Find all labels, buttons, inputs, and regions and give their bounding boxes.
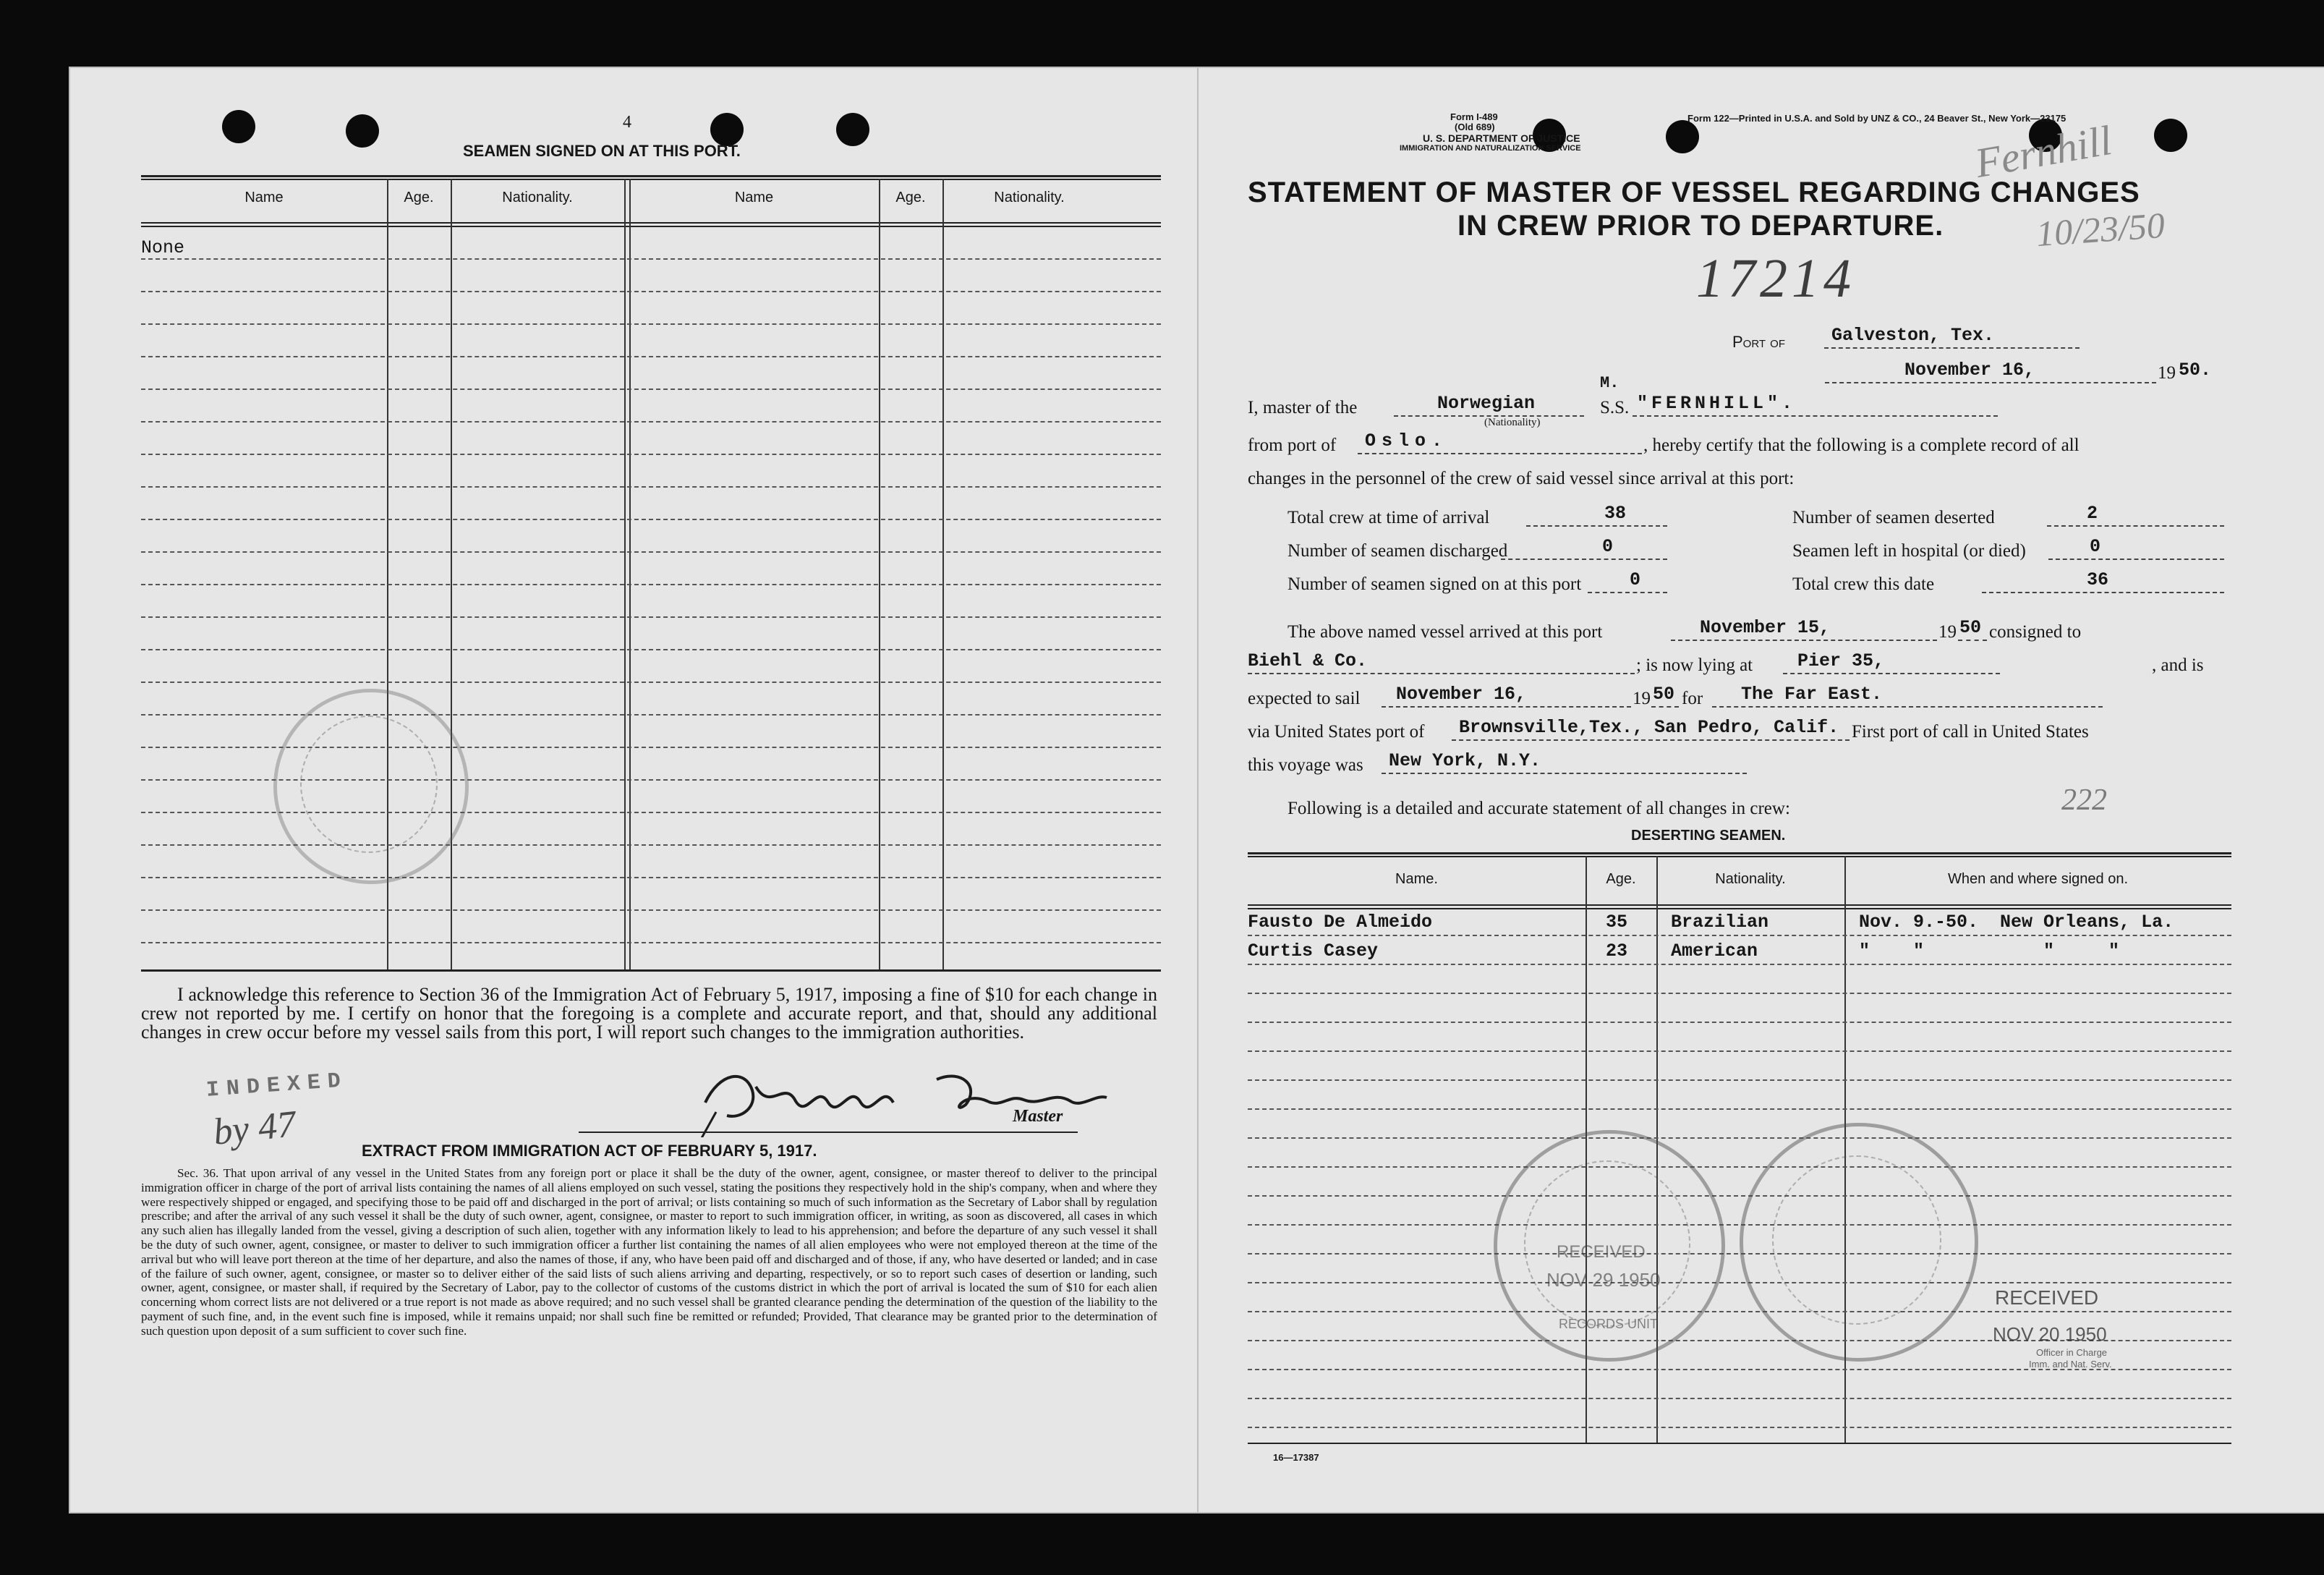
footer-code: 16—17387 <box>1273 1452 1319 1463</box>
table-row-rule <box>1248 1166 2231 1168</box>
table-row-rule <box>1248 1022 2231 1023</box>
left-ruled-row <box>141 551 1161 553</box>
first-entry: None <box>141 237 185 258</box>
stamp-3-date: NOV 20 1950 <box>1993 1323 2107 1345</box>
table-row-rule <box>1248 1079 2231 1081</box>
destination-field[interactable]: The Far East. <box>1712 683 2103 708</box>
expected-label: expected to sail <box>1248 689 1361 708</box>
table-row-rule <box>1248 1398 2231 1399</box>
table-row-rule <box>1248 1050 2231 1052</box>
left-ruled-row <box>141 323 1161 325</box>
table-row-rule <box>1248 1282 2231 1283</box>
arrived-field[interactable]: November 15, <box>1671 616 1937 641</box>
table-row-rule <box>1248 1195 2231 1197</box>
cell-age: 35 <box>1606 912 1628 933</box>
this-voyage-label: this voyage was <box>1248 755 1363 775</box>
punch-hole <box>222 110 255 143</box>
hospital-label: Seamen left in hospital (or died) <box>1792 541 2026 561</box>
left-ruled-row <box>141 616 1161 618</box>
punch-hole <box>2154 119 2187 152</box>
sail-date-field[interactable]: November 16, <box>1382 683 1631 708</box>
table-row-rule <box>1248 993 2231 994</box>
col-header-nationality: Nationality. <box>502 190 573 205</box>
vessel-type: S.S. <box>1600 398 1630 417</box>
left-ruled-row <box>141 356 1161 357</box>
punch-hole <box>836 113 869 146</box>
cell-age: 23 <box>1606 941 1628 961</box>
table-row-rule <box>1248 935 2231 936</box>
table-row-rule <box>1248 1311 2231 1312</box>
date-field[interactable]: November 16, <box>1825 359 2156 383</box>
cell-nationality: American <box>1671 941 1758 961</box>
left-ruled-row <box>141 389 1161 390</box>
section-heading: SEAMEN SIGNED ON AT THIS PORT. <box>463 142 741 160</box>
left-ruled-row <box>141 682 1161 683</box>
year-prefix: 19 <box>2158 363 2176 383</box>
cell-name: Curtis Casey <box>1248 941 1379 961</box>
via-field[interactable]: Brownsville,Tex., San Pedro, Calif. <box>1452 716 1850 741</box>
title-line-1: STATEMENT OF MASTER OF VESSEL REGARDING CHANGES <box>1248 177 2140 208</box>
left-ruled-row <box>141 584 1161 585</box>
indexed-initials: by 47 <box>211 1103 298 1153</box>
form-number: Form I-489 <box>1450 111 1498 122</box>
col-header-name: Name. <box>1395 871 1438 887</box>
deserted-label: Number of seamen deserted <box>1792 508 1995 527</box>
stamp-3-caption-2: Imm. and Nat. Serv. <box>2029 1359 2112 1370</box>
punch-hole <box>1666 120 1699 153</box>
form-old: (Old 689) <box>1455 122 1495 132</box>
handwritten-number: 222 <box>2061 784 2107 817</box>
vessel-type-prefix: M. <box>1600 374 1619 392</box>
left-ruled-row <box>141 258 1161 260</box>
received-stamp-2-ring <box>1772 1155 1941 1325</box>
arrived-year-field[interactable]: 50 <box>1958 616 1987 641</box>
col-header-age: Age. <box>404 190 434 205</box>
deserting-heading: DESERTING SEAMEN. <box>1631 828 1786 844</box>
port-of-label: Port of <box>1732 333 1786 351</box>
for-label: for <box>1682 689 1703 708</box>
consignee-field[interactable]: Biehl & Co. <box>1248 650 1635 674</box>
total-crew-arrival-label: Total crew at time of arrival <box>1287 508 1490 527</box>
left-ruled-row <box>141 486 1161 488</box>
punch-hole <box>346 114 379 148</box>
handwritten-vessel-name: Fernhill <box>1971 116 2116 187</box>
consigned-label: consigned to <box>1989 622 2082 642</box>
signed-on-field[interactable]: 0 <box>1588 569 1667 593</box>
stamp-1-date: NOV 29 1950 <box>1546 1269 1661 1291</box>
left-page <box>69 67 1204 1514</box>
vessel-name-field[interactable]: "FERNHILL". <box>1633 392 1998 417</box>
total-today-field[interactable]: 36 <box>1982 569 2224 593</box>
stamp-1-unit: RECORDS UNIT <box>1559 1317 1659 1331</box>
following-text: Following is a detailed and accurate statement of all changes in crew: <box>1287 799 1790 818</box>
stamp-1-label: RECEIVED <box>1557 1242 1646 1262</box>
col-header-name: Name <box>244 190 284 205</box>
lying-field[interactable]: Pier 35, <box>1783 650 2000 674</box>
file-number: 17214 <box>1696 248 1855 309</box>
port-of-field[interactable]: Galveston, Tex. <box>1824 324 2080 349</box>
master-of-label: I, master of the <box>1248 398 1358 417</box>
nationality-caption: (Nationality) <box>1484 417 1541 428</box>
right-page <box>1197 67 2324 1514</box>
deserted-field[interactable]: 2 <box>2047 502 2224 527</box>
first-port-label: First port of call in United States <box>1852 722 2089 742</box>
col-header-nationality: Nationality. <box>994 190 1065 205</box>
this-voyage-field[interactable]: New York, N.Y. <box>1382 750 1747 774</box>
col-header-nationality: Nationality. <box>1715 871 1786 887</box>
sail-year-field[interactable]: 50 <box>1651 683 1679 708</box>
cell-name: Fausto De Almeido <box>1248 912 1433 933</box>
table-row-rule <box>1248 1427 2231 1428</box>
master-label: Master <box>1013 1107 1063 1126</box>
arrived-year-prefix: 19 <box>1938 622 1957 642</box>
sail-year-prefix: 19 <box>1633 689 1651 708</box>
nationality-field[interactable]: Norwegian <box>1394 392 1584 417</box>
lying-label: ; is now lying at <box>1636 655 1753 675</box>
left-ruled-row <box>141 519 1161 520</box>
left-ruled-row <box>141 421 1161 423</box>
cell-nationality: Brazilian <box>1671 912 1769 933</box>
arrived-label: The above named vessel arrived at this port <box>1287 622 1603 642</box>
from-port-label: from port of <box>1248 436 1337 455</box>
table-row-rule <box>1248 964 2231 965</box>
acknowledgement-text: I acknowledge this reference to Section 36 of the Immigration Act of February 5, 1917, imposing a fine of $10 for each change in crew not reported by me. I certify on honor that the foregoing is a complete and accurate report, and that, should any additional changes in crew occur before my vessel sails from this port, I will report such changes to the immigration authorities. <box>141 984 1157 1043</box>
certify-text: , hereby certify that the following is a complete record of all <box>1643 436 2080 455</box>
cell-signed: Nov. 9.-50. New Orleans, La. <box>1859 912 2174 933</box>
title-line-2: IN CREW PRIOR TO DEPARTURE. <box>1457 210 1944 242</box>
and-is-label: , and is <box>2152 655 2204 675</box>
stamp-3-caption-1: Officer in Charge <box>2036 1347 2108 1358</box>
section-36-text: Sec. 36. That upon arrival of any vessel in the United States from any foreign port or place it shall be the duty of the owner, agent, consignee, or master thereof to deliver to the principal immigration officer in charge of the port of arrival lists containing the names of all aliens employed on such vessel, stating the positions they respectively hold in the ship's company, when and where they were respectively shipped or engaged, and specifying those to be paid off and discharged in the port of arrival; or lists containing so much of such information as the Secretary of Labor shall by regulation prescribe; and after the arrival of any such vessel it shall be the duty of such owner, agent, consignee, or master to report to such immigration officer, in writing, as soon as discovered, all cases in which any such alien has illegally landed from the vessel, giving a description of such alien, together with any information likely to lead to his apprehension; and before the departure of any such vessel it shall be the duty of such owner, agent, consignee, or master to deliver to such immigration officer a further list containing the names of all alien employees who were not employed thereon at the time of the arrival but who will leave port thereon at the time of her departure, and also the names of those, if any, who have been paid off and discharged and of those, if any, who have deserted or landed; and in case of the failure of such owner, agent, consignee, or master so to deliver either of the said lists of such aliens arriving and departing, respectively, or so to report such cases of desertion or landing, such owner, agent, consignee, or master shall, if required by the Secretary of Labor, pay to the collector of customs of the customs district in which the port of arrival is located the sum of $10 for each alien concerning whom correct lists are not delivered or a true report is not made as above required; and no such vessel shall be granted clearance pending the determination of the question of the liability to the payment of such fine, and, in the event such fine is imposed, while it remains unpaid; nor shall such fine be remitted or refunded; Provided, That clearance may be granted prior to the determination of such question upon deposit of a sum sufficient to cover such fine. <box>141 1166 1157 1338</box>
signed-on-label: Number of seamen signed on at this port <box>1287 574 1582 594</box>
mail-stamp-ring <box>300 716 438 853</box>
changes-text: changes in the personnel of the crew of said vessel since arrival at this port: <box>1248 469 1795 488</box>
discharged-label: Number of seamen discharged <box>1287 541 1508 561</box>
page-number: 4 <box>623 113 631 132</box>
left-ruled-row <box>141 714 1161 716</box>
left-ruled-row <box>141 909 1161 911</box>
total-crew-arrival-field[interactable]: 38 <box>1526 502 1667 527</box>
table-row-rule <box>1248 1108 2231 1110</box>
col-header-name: Name <box>734 190 774 205</box>
hospital-field[interactable]: 0 <box>2048 535 2224 560</box>
left-ruled-row <box>141 942 1161 943</box>
left-ruled-row <box>141 454 1161 455</box>
indexed-stamp: INDEXED <box>205 1069 349 1103</box>
via-label: via United States port of <box>1248 722 1425 742</box>
col-header-age: Age. <box>895 190 926 205</box>
handwritten-date: 10/23/50 <box>2035 204 2166 255</box>
department: U. S. DEPARTMENT OF JUSTICE <box>1423 132 1580 144</box>
total-today-label: Total crew this date <box>1792 574 1935 594</box>
left-ruled-row <box>141 649 1161 650</box>
printer-note: Form 122—Printed in U.S.A. and Sold by UNZ & CO., 24 Beaver St., New York—23175 <box>1687 113 2067 124</box>
year-field[interactable]: 50. <box>2179 360 2212 381</box>
stamp-3-label: RECEIVED <box>1995 1286 2099 1309</box>
discharged-field[interactable]: 0 <box>1501 535 1667 560</box>
left-ruled-row <box>141 291 1161 292</box>
table-row-rule <box>1248 1224 2231 1226</box>
extract-title: EXTRACT FROM IMMIGRATION ACT OF FEBRUARY 5, 1917. <box>362 1142 817 1160</box>
table-row-rule <box>1248 1137 2231 1139</box>
from-port-field[interactable]: Oslo. <box>1358 430 1642 454</box>
col-header-age: Age. <box>1606 871 1636 887</box>
service: IMMIGRATION AND NATURALIZATION SERVICE <box>1400 144 1581 153</box>
cell-signed: " " " " <box>1859 941 2120 961</box>
left-ruled-row <box>141 877 1161 878</box>
col-header-signed-on: When and where signed on. <box>1947 871 2129 887</box>
